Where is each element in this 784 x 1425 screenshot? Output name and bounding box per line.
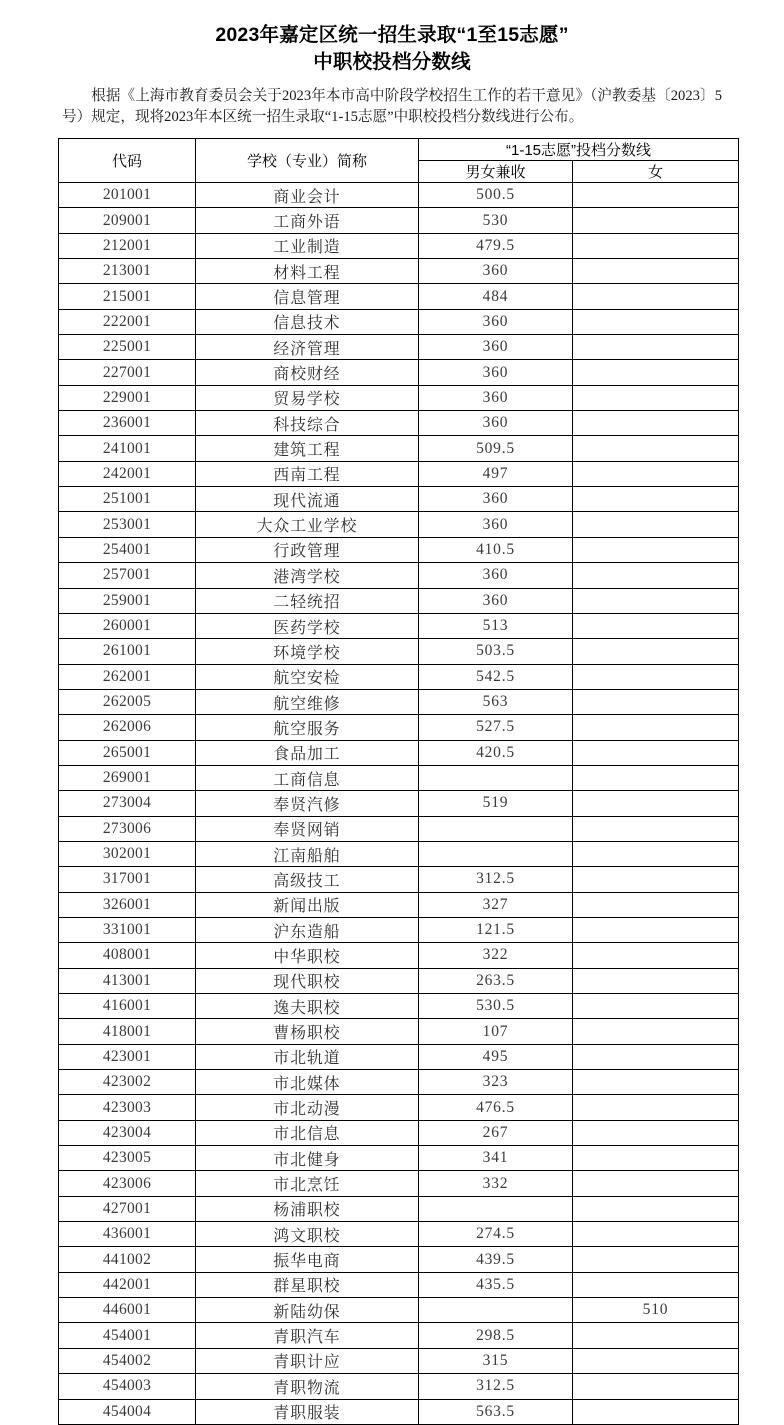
cell-score-female — [573, 994, 739, 1019]
cell-score-female — [573, 335, 739, 360]
table-row — [59, 208, 739, 233]
cell-school-name: 医药学校 — [196, 613, 419, 638]
cell-score-female — [573, 791, 739, 816]
cell-score-female — [573, 1222, 739, 1247]
table-row — [59, 487, 739, 512]
cell-code: 229001 — [59, 385, 196, 410]
cell-score-mixed: 323 — [419, 1070, 573, 1095]
cell-school-name: 市北轨道 — [196, 1044, 419, 1069]
cell-school-name: 市北动漫 — [196, 1095, 419, 1120]
cell-score-mixed: 327 — [419, 892, 573, 917]
column-header-school: 学校（专业）简称 — [196, 139, 419, 183]
cell-code: 326001 — [59, 892, 196, 917]
cell-school-name: 港湾学校 — [196, 563, 419, 588]
cell-score-mixed: 332 — [419, 1171, 573, 1196]
cell-score-female — [573, 892, 739, 917]
cell-school-name: 工商外语 — [196, 208, 419, 233]
cell-code: 215001 — [59, 284, 196, 309]
table-row — [59, 867, 739, 892]
table-row — [59, 943, 739, 968]
cell-school-name: 工商信息 — [196, 765, 419, 790]
table-body — [59, 183, 739, 1425]
intro-paragraph: 根据《上海市教育委员会关于2023年本市高中阶段学校招生工作的若干意见》（沪教委基〔2023〕5号）规定，现将2023年本区统一招生录取“1-15志愿”中职校投档分数线进行公布。 — [62, 88, 722, 125]
cell-school-name: 奉贤汽修 — [196, 791, 419, 816]
cell-school-name: 二轻统招 — [196, 588, 419, 613]
cell-score-female — [573, 1019, 739, 1044]
cell-school-name: 中华职校 — [196, 943, 419, 968]
cell-score-mixed: 360 — [419, 360, 573, 385]
cell-score-mixed: 360 — [419, 259, 573, 284]
cell-score-female — [573, 765, 739, 790]
cell-score-mixed: 360 — [419, 309, 573, 334]
score-table-container — [58, 138, 726, 1425]
cell-school-name: 建筑工程 — [196, 436, 419, 461]
column-header-score-group: “1-15志愿”投档分数线 — [419, 139, 739, 161]
cell-score-female — [573, 740, 739, 765]
table-row — [59, 411, 739, 436]
cell-school-name: 青职物流 — [196, 1374, 419, 1399]
document-title — [0, 0, 784, 76]
cell-school-name: 航空服务 — [196, 715, 419, 740]
table-row — [59, 715, 739, 740]
cell-score-female: 510 — [573, 1298, 739, 1323]
cell-school-name: 商业会计 — [196, 183, 419, 208]
cell-code: 265001 — [59, 740, 196, 765]
cell-score-female — [573, 512, 739, 537]
cell-score-mixed: 476.5 — [419, 1095, 573, 1120]
column-header-female: 女 — [573, 161, 739, 183]
cell-code: 212001 — [59, 233, 196, 258]
cell-score-mixed: 360 — [419, 335, 573, 360]
cell-code: 262005 — [59, 689, 196, 714]
table-row — [59, 1095, 739, 1120]
cell-school-name: 曹杨职校 — [196, 1019, 419, 1044]
cell-school-name: 行政管理 — [196, 537, 419, 562]
cell-score-female — [573, 968, 739, 993]
cell-score-mixed: 563 — [419, 689, 573, 714]
cell-code: 423004 — [59, 1120, 196, 1145]
table-row — [59, 791, 739, 816]
cell-score-mixed: 263.5 — [419, 968, 573, 993]
table-row — [59, 1323, 739, 1348]
cell-code: 273006 — [59, 816, 196, 841]
cell-code: 454002 — [59, 1348, 196, 1373]
table-row — [59, 183, 739, 208]
title-line-2: 中职校投档分数线 — [313, 51, 471, 73]
cell-school-name: 杨浦职校 — [196, 1196, 419, 1221]
cell-score-mixed: 439.5 — [419, 1247, 573, 1272]
cell-score-female — [573, 284, 739, 309]
cell-code: 423005 — [59, 1146, 196, 1171]
table-row — [59, 892, 739, 917]
cell-code: 442001 — [59, 1272, 196, 1297]
cell-score-female — [573, 1095, 739, 1120]
cell-school-name: 商校财经 — [196, 360, 419, 385]
cell-score-female — [573, 537, 739, 562]
cell-code: 213001 — [59, 259, 196, 284]
cell-score-female — [573, 664, 739, 689]
cell-score-mixed: 563.5 — [419, 1399, 573, 1424]
cell-score-mixed: 312.5 — [419, 1374, 573, 1399]
cell-score-mixed: 360 — [419, 588, 573, 613]
score-table — [58, 138, 739, 1425]
cell-score-female — [573, 411, 739, 436]
cell-score-mixed: 530 — [419, 208, 573, 233]
cell-score-mixed: 360 — [419, 563, 573, 588]
table-row — [59, 436, 739, 461]
table-row — [59, 1171, 739, 1196]
cell-school-name: 航空维修 — [196, 689, 419, 714]
cell-code: 317001 — [59, 867, 196, 892]
cell-score-female — [573, 1196, 739, 1221]
cell-score-mixed: 267 — [419, 1120, 573, 1145]
cell-score-female — [573, 715, 739, 740]
cell-code: 408001 — [59, 943, 196, 968]
cell-score-mixed: 341 — [419, 1146, 573, 1171]
table-row — [59, 259, 739, 284]
cell-score-female — [573, 1120, 739, 1145]
cell-score-mixed: 503.5 — [419, 639, 573, 664]
cell-score-mixed: 360 — [419, 411, 573, 436]
cell-code: 331001 — [59, 917, 196, 942]
cell-code: 269001 — [59, 765, 196, 790]
cell-score-mixed: 495 — [419, 1044, 573, 1069]
cell-school-name: 市北媒体 — [196, 1070, 419, 1095]
cell-score-female — [573, 867, 739, 892]
cell-code: 241001 — [59, 436, 196, 461]
table-row — [59, 689, 739, 714]
cell-code: 454003 — [59, 1374, 196, 1399]
cell-school-name: 现代流通 — [196, 487, 419, 512]
cell-score-female — [573, 208, 739, 233]
table-row — [59, 1374, 739, 1399]
cell-score-mixed: 410.5 — [419, 537, 573, 562]
cell-score-female — [573, 563, 739, 588]
cell-school-name: 航空安检 — [196, 664, 419, 689]
title-line-1: 2023年嘉定区统一招生录取“1至15志愿” — [215, 24, 569, 46]
cell-score-mixed: 322 — [419, 943, 573, 968]
table-row — [59, 917, 739, 942]
column-header-code: 代码 — [59, 139, 196, 183]
cell-score-mixed: 315 — [419, 1348, 573, 1373]
cell-school-name: 高级技工 — [196, 867, 419, 892]
cell-score-mixed — [419, 1298, 573, 1323]
cell-school-name: 新闻出版 — [196, 892, 419, 917]
cell-school-name: 新陆幼保 — [196, 1298, 419, 1323]
cell-score-female — [573, 1247, 739, 1272]
cell-school-name: 市北信息 — [196, 1120, 419, 1145]
cell-score-female — [573, 360, 739, 385]
cell-school-name: 信息技术 — [196, 309, 419, 334]
table-row — [59, 613, 739, 638]
cell-score-female — [573, 917, 739, 942]
cell-code: 257001 — [59, 563, 196, 588]
cell-score-mixed — [419, 765, 573, 790]
cell-code: 201001 — [59, 183, 196, 208]
cell-score-mixed: 513 — [419, 613, 573, 638]
table-row — [59, 563, 739, 588]
cell-score-mixed: 509.5 — [419, 436, 573, 461]
cell-school-name: 西南工程 — [196, 461, 419, 486]
cell-score-mixed: 360 — [419, 487, 573, 512]
cell-code: 227001 — [59, 360, 196, 385]
table-row — [59, 1298, 739, 1323]
cell-score-mixed: 479.5 — [419, 233, 573, 258]
cell-score-mixed: 360 — [419, 385, 573, 410]
cell-code: 436001 — [59, 1222, 196, 1247]
cell-score-female — [573, 613, 739, 638]
cell-school-name: 食品加工 — [196, 740, 419, 765]
cell-score-female — [573, 1146, 739, 1171]
cell-code: 251001 — [59, 487, 196, 512]
cell-school-name: 市北烹饪 — [196, 1171, 419, 1196]
cell-code: 413001 — [59, 968, 196, 993]
cell-score-female — [573, 943, 739, 968]
table-row — [59, 1146, 739, 1171]
cell-code: 273004 — [59, 791, 196, 816]
table-row — [59, 1120, 739, 1145]
table-row — [59, 968, 739, 993]
cell-score-female — [573, 816, 739, 841]
header-row-1 — [59, 139, 739, 161]
cell-score-mixed: 420.5 — [419, 740, 573, 765]
cell-score-female — [573, 309, 739, 334]
cell-score-mixed — [419, 816, 573, 841]
cell-score-mixed: 274.5 — [419, 1222, 573, 1247]
column-header-mixed: 男女兼收 — [419, 161, 573, 183]
cell-score-female — [573, 1272, 739, 1297]
cell-school-name: 大众工业学校 — [196, 512, 419, 537]
cell-score-female — [573, 841, 739, 866]
cell-school-name: 贸易学校 — [196, 385, 419, 410]
cell-score-mixed: 527.5 — [419, 715, 573, 740]
cell-code: 254001 — [59, 537, 196, 562]
cell-score-mixed: 519 — [419, 791, 573, 816]
cell-school-name: 逸夫职校 — [196, 994, 419, 1019]
table-row — [59, 588, 739, 613]
table-row — [59, 1196, 739, 1221]
cell-score-mixed: 500.5 — [419, 183, 573, 208]
cell-score-female — [573, 487, 739, 512]
cell-score-mixed: 542.5 — [419, 664, 573, 689]
cell-code: 302001 — [59, 841, 196, 866]
cell-code: 209001 — [59, 208, 196, 233]
cell-school-name: 工业制造 — [196, 233, 419, 258]
table-row — [59, 309, 739, 334]
table-row — [59, 1272, 739, 1297]
cell-school-name: 奉贤网销 — [196, 816, 419, 841]
table-row — [59, 461, 739, 486]
cell-score-female — [573, 183, 739, 208]
table-row — [59, 1044, 739, 1069]
cell-score-mixed: 298.5 — [419, 1323, 573, 1348]
cell-code: 262006 — [59, 715, 196, 740]
cell-school-name: 材料工程 — [196, 259, 419, 284]
cell-score-mixed: 435.5 — [419, 1272, 573, 1297]
table-row — [59, 765, 739, 790]
cell-school-name: 群星职校 — [196, 1272, 419, 1297]
cell-score-female — [573, 233, 739, 258]
cell-score-female — [573, 1399, 739, 1424]
cell-score-female — [573, 385, 739, 410]
cell-score-mixed: 121.5 — [419, 917, 573, 942]
table-row — [59, 512, 739, 537]
table-row — [59, 1348, 739, 1373]
cell-code: 262001 — [59, 664, 196, 689]
cell-score-mixed: 107 — [419, 1019, 573, 1044]
cell-score-mixed: 312.5 — [419, 867, 573, 892]
cell-school-name: 现代职校 — [196, 968, 419, 993]
table-row — [59, 1399, 739, 1424]
cell-score-female — [573, 639, 739, 664]
table-head — [59, 139, 739, 183]
cell-code: 242001 — [59, 461, 196, 486]
table-row — [59, 841, 739, 866]
cell-score-female — [573, 461, 739, 486]
cell-code: 260001 — [59, 613, 196, 638]
table-row — [59, 1019, 739, 1044]
cell-school-name: 经济管理 — [196, 335, 419, 360]
cell-score-female — [573, 1171, 739, 1196]
cell-score-female — [573, 1374, 739, 1399]
cell-code: 441002 — [59, 1247, 196, 1272]
cell-score-mixed — [419, 841, 573, 866]
cell-code: 222001 — [59, 309, 196, 334]
table-row — [59, 1222, 739, 1247]
table-row — [59, 537, 739, 562]
table-row — [59, 385, 739, 410]
cell-code: 416001 — [59, 994, 196, 1019]
cell-code: 259001 — [59, 588, 196, 613]
cell-code: 427001 — [59, 1196, 196, 1221]
cell-code: 446001 — [59, 1298, 196, 1323]
cell-score-mixed: 360 — [419, 512, 573, 537]
cell-score-female — [573, 259, 739, 284]
cell-code: 236001 — [59, 411, 196, 436]
table-row — [59, 284, 739, 309]
cell-score-female — [573, 588, 739, 613]
cell-school-name: 青职汽车 — [196, 1323, 419, 1348]
cell-score-mixed: 484 — [419, 284, 573, 309]
cell-score-mixed: 497 — [419, 461, 573, 486]
cell-school-name: 科技综合 — [196, 411, 419, 436]
cell-code: 253001 — [59, 512, 196, 537]
cell-code: 418001 — [59, 1019, 196, 1044]
cell-school-name: 沪东造船 — [196, 917, 419, 942]
table-row — [59, 335, 739, 360]
cell-score-female — [573, 1348, 739, 1373]
cell-code: 225001 — [59, 335, 196, 360]
cell-school-name: 信息管理 — [196, 284, 419, 309]
table-row — [59, 994, 739, 1019]
table-row — [59, 233, 739, 258]
cell-code: 454004 — [59, 1399, 196, 1424]
cell-school-name: 青职计应 — [196, 1348, 419, 1373]
table-row — [59, 816, 739, 841]
cell-score-female — [573, 1044, 739, 1069]
cell-score-mixed — [419, 1196, 573, 1221]
cell-score-mixed: 530.5 — [419, 994, 573, 1019]
cell-score-female — [573, 1070, 739, 1095]
cell-school-name: 振华电商 — [196, 1247, 419, 1272]
cell-score-female — [573, 1323, 739, 1348]
table-row — [59, 360, 739, 385]
cell-school-name: 市北健身 — [196, 1146, 419, 1171]
cell-school-name: 青职服装 — [196, 1399, 419, 1424]
cell-code: 423003 — [59, 1095, 196, 1120]
cell-score-female — [573, 689, 739, 714]
table-row — [59, 740, 739, 765]
table-row — [59, 664, 739, 689]
cell-school-name: 江南船舶 — [196, 841, 419, 866]
cell-code: 423006 — [59, 1171, 196, 1196]
cell-school-name: 鸿文职校 — [196, 1222, 419, 1247]
table-row — [59, 1247, 739, 1272]
table-row — [59, 639, 739, 664]
cell-school-name: 环境学校 — [196, 639, 419, 664]
cell-code: 454001 — [59, 1323, 196, 1348]
cell-score-female — [573, 436, 739, 461]
cell-code: 261001 — [59, 639, 196, 664]
cell-code: 423001 — [59, 1044, 196, 1069]
table-row — [59, 1070, 739, 1095]
cell-code: 423002 — [59, 1070, 196, 1095]
